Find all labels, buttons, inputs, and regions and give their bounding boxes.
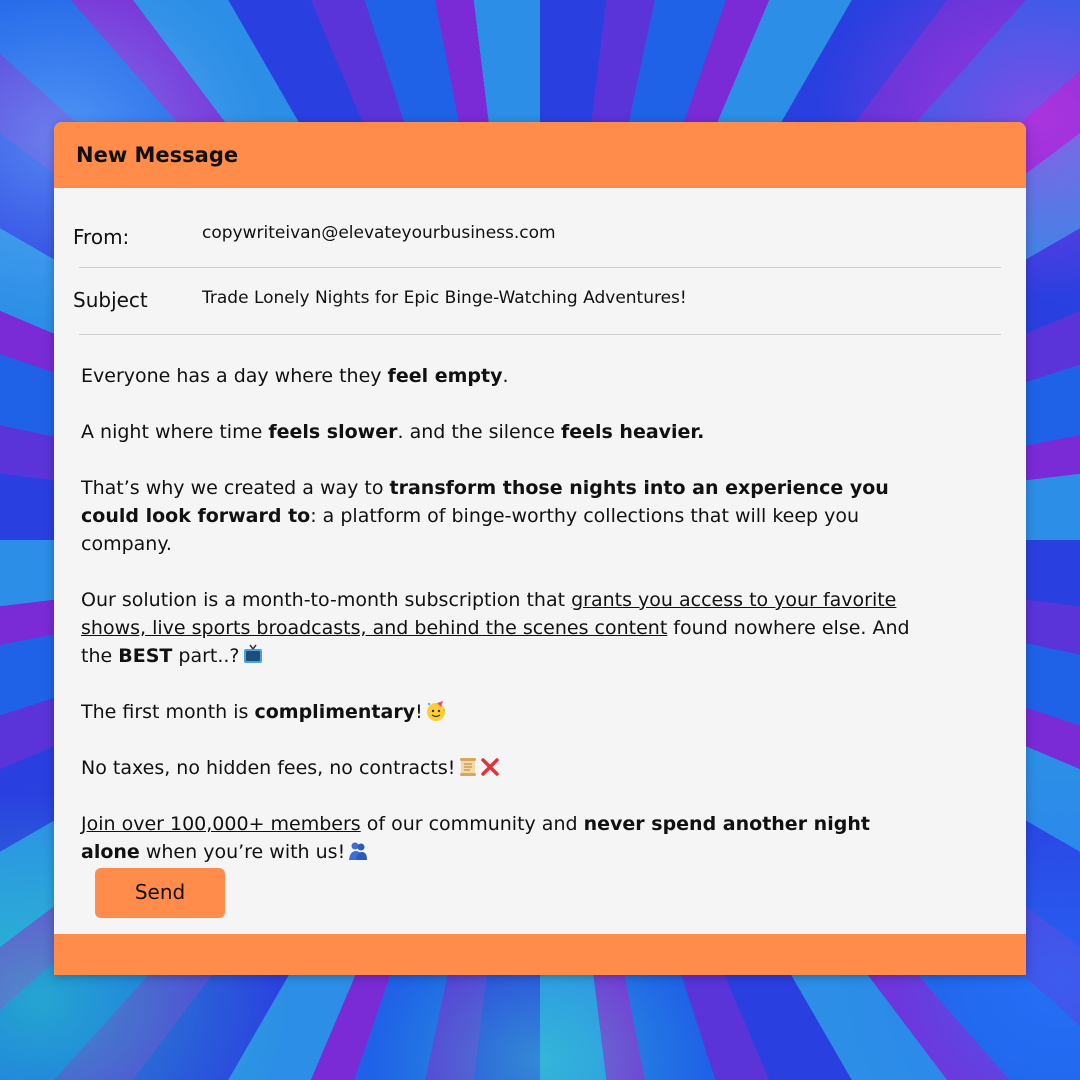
body-paragraph: Everyone has a day where they feel empty.: [81, 365, 509, 387]
underlined-text: Join over 100,000+ members: [81, 813, 361, 835]
divider: [79, 334, 1001, 335]
send-button[interactable]: Send: [95, 868, 225, 918]
party-face-icon: [425, 700, 447, 722]
window-title: New Message: [76, 143, 239, 167]
from-field[interactable]: copywriteivan@elevateyourbusiness.com: [202, 223, 556, 243]
from-label: From:: [73, 225, 130, 249]
subject-field[interactable]: Trade Lonely Nights for Epic Binge-Watching Adventures!: [202, 288, 687, 308]
underlined-text: grants you access to your favorite shows, live sports broadcasts, and behind the scenes content: [81, 589, 897, 639]
television-icon: [242, 644, 264, 666]
footer-bar: [54, 934, 1026, 975]
divider: [79, 267, 1001, 268]
body-paragraph: That’s why we created a way to transform those nights into an experience you could look forward to: a platform of binge-worthy collections that will keep you company.: [81, 477, 889, 555]
hugging-people-icon: [347, 840, 369, 862]
body-paragraph: The first month is complimentary!: [81, 698, 911, 726]
message-body[interactable]: [81, 362, 911, 866]
scroll-icon: [457, 756, 479, 778]
cross-mark-icon: [479, 756, 501, 778]
title-bar: [54, 122, 1026, 188]
body-paragraph: Join over 100,000+ members of our community and never spend another night alone when you’re with us!: [81, 813, 870, 863]
body-paragraph: Our solution is a month-to-month subscription that grants you access to your favorite shows, live sports broadcasts, and behind the scenes content found nowhere else. And the BEST part..?: [81, 589, 910, 667]
subject-label: Subject: [73, 288, 148, 312]
new-message-window: [54, 122, 1026, 975]
body-paragraph: A night where time feels slower. and the silence feels heavier.: [81, 421, 705, 443]
body-paragraph: No taxes, no hidden fees, no contracts!: [81, 754, 911, 782]
